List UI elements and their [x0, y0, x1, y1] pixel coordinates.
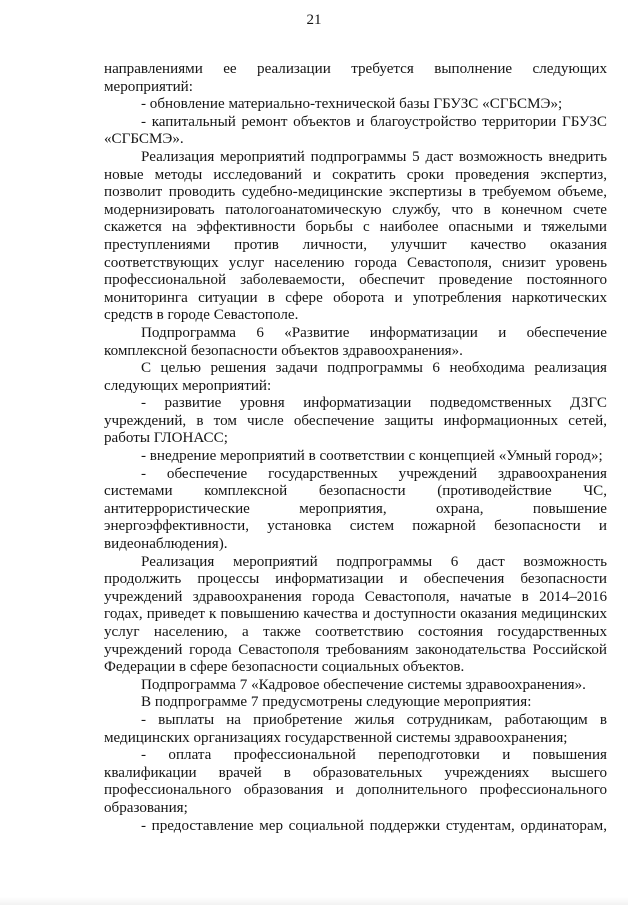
page-number: 21: [306, 12, 322, 28]
list-item: - оплата профессиональной переподготовки и повышения квалификации врачей в образовательных учреждениях высшего профессионального образования и дополнительного профессионального образования;: [104, 747, 607, 816]
paragraph: С целью решения задачи подпрограммы 6 необходима реализация следующих мероприятий:: [104, 360, 607, 394]
paragraph: Реализация мероприятий подпрограммы 6 даст возможность продолжить процессы информатизации и обеспечения безопасности учреждений здравоохранения города Севастополя, начатые в 2014–2016 годах, приведет к повышению качества и доступности оказания медицинских услуг населению, а также соответствию состояния государственных учреждений города Севастополя требованиям законодательства Российской Федерации в сфере безопасности социальных объектов.: [104, 553, 607, 676]
list-item: - развитие уровня информатизации подведомственных ДЗГС учреждений, в том числе обеспечение защиты информационных сетей, работы ГЛОНАСС;: [104, 395, 607, 447]
list-item: - внедрение мероприятий в соответствии с концепцией «Умный город»;: [141, 448, 603, 465]
list-item: - капитальный ремонт объектов и благоустройство территории ГБУЗС «СГБСМЭ».: [104, 113, 607, 148]
subprogram-heading: Подпрограмма 7 «Кадровое обеспечение системы здравоохранения».: [141, 676, 586, 693]
list-item: - обеспечение государственных учреждений здравоохранения системами комплексной безопасности (противодействие ЧС, антитеррористические мероприятия, охрана, повышение энергоэффективности, установка систем пожарной безопасности и видеонаблюдения).: [104, 465, 607, 553]
list-item: - предоставление мер социальной поддержки студентам, ординаторам,: [141, 817, 607, 834]
list-item: - обновление материально-технической базы ГБУЗС «СГБСМЭ»;: [141, 96, 563, 113]
paragraph: направлениями ее реализации требуется выполнение следующих мероприятий:: [104, 61, 607, 95]
list-item: - выплаты на приобретение жилья сотрудникам, работающим в медицинских организациях государственной системы здравоохранения;: [104, 711, 607, 746]
paragraph: В подпрограмме 7 предусмотрены следующие мероприятия:: [141, 694, 532, 711]
subprogram-heading: Подпрограмма 6 «Развитие информатизации и обеспечение комплексной безопасности объектов здравоохранения».: [104, 324, 607, 359]
paragraph: Реализация мероприятий подпрограммы 5 даст возможность внедрить новые методы исследований и сократить сроки проведения экспертиз, позволит проводить судебно-медицинские экспертизы в требуемом объеме, модернизировать патологоанатомическую службу, что в конечном счете скажется на эффективности борьбы с наиболее опасными и тяжелыми преступлениями против личности, улучшит качество оказания соответствующих услуг населению города Севастополя, снизит уровень профессиональной заболеваемости, обеспечит проведение постоянного мониторинга ситуации в сфере оборота и употребления наркотических средств в городе Севастополе.: [104, 148, 607, 324]
page-bottom-edge: [0, 897, 628, 905]
document-body: [104, 61, 607, 835]
